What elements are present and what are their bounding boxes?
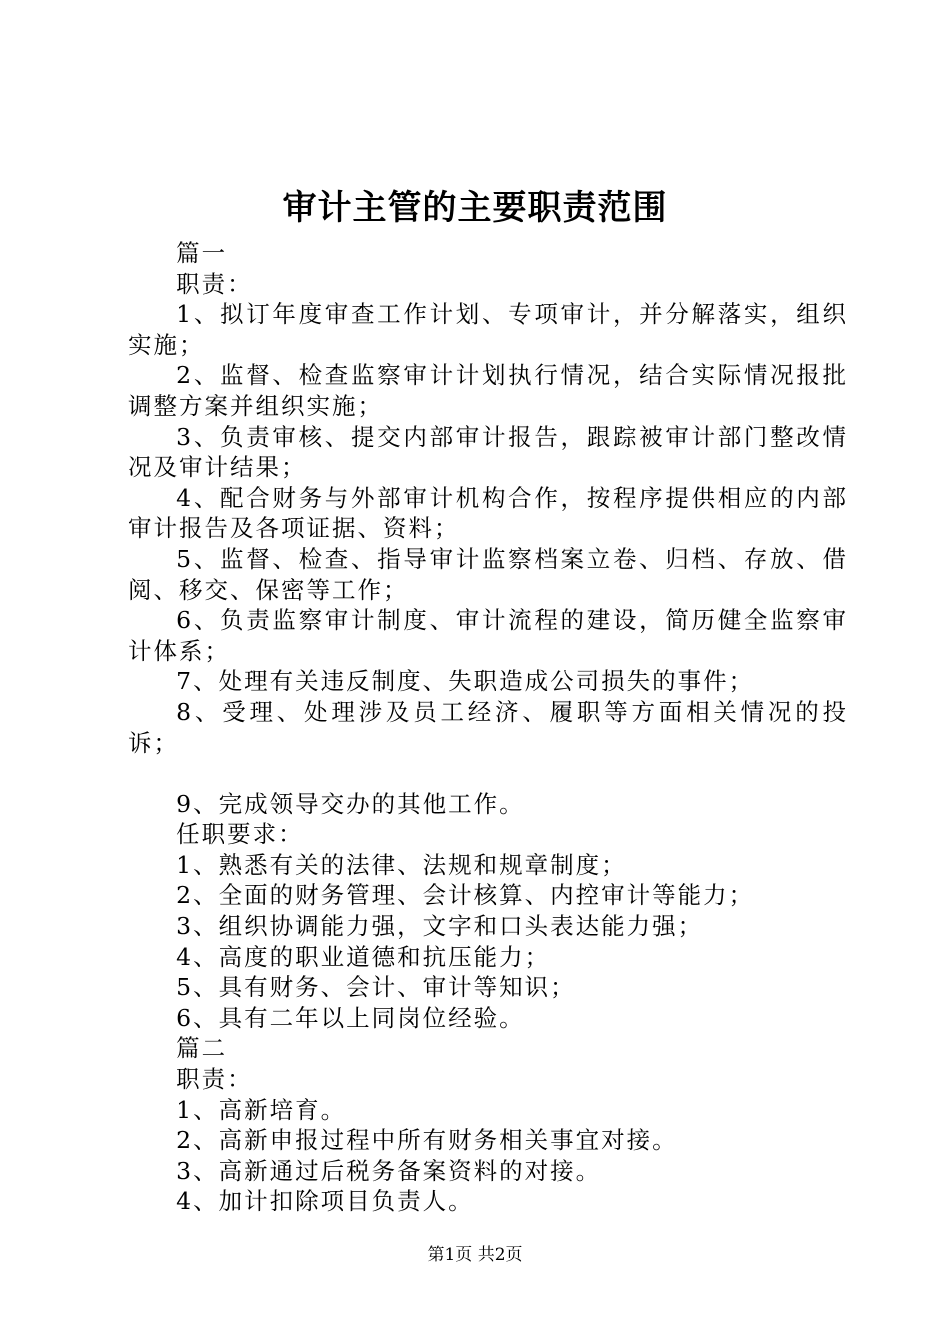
duty-item: 4、配合财务与外部审计机构合作，按程序提供相应的内部审计报告及各项证据、资料；	[128, 483, 848, 543]
requirement-item: 1、熟悉有关的法律、法规和规章制度；	[176, 850, 627, 879]
duty-item: 1、拟订年度审查工作计划、专项审计，并分解落实，组织实施；	[128, 300, 848, 359]
requirement-item: 2、全面的财务管理、会计核算、内控审计等能力；	[176, 881, 755, 910]
requirement-item: 4、高度的职业道德和抗压能力；	[176, 942, 551, 971]
section-heading: 篇二	[176, 1034, 228, 1063]
blank-line	[128, 758, 848, 789]
document-body	[128, 238, 848, 1217]
duty-item: 7、处理有关违反制度、失职造成公司损失的事件；	[176, 667, 755, 696]
section-heading: 篇一	[176, 239, 228, 267]
duty-item: 4、加计扣除项目负责人。	[176, 1187, 474, 1216]
subsection-heading: 任职要求：	[176, 820, 304, 849]
duty-item: 1、高新培育。	[176, 1095, 347, 1124]
subsection-heading: 职责：	[176, 269, 253, 298]
requirement-item: 6、具有二年以上同岗位经验。	[176, 1003, 525, 1032]
page-footer: 第1页 共2页	[427, 1245, 523, 1265]
duty-item: 5、监督、检查、指导审计监察档案立卷、归档、存放、借阅、移交、保密等工作；	[128, 544, 848, 604]
requirement-item: 3、组织协调能力强，文字和口头表达能力强；	[176, 912, 704, 941]
document-title: 审计主管的主要职责范围	[282, 188, 668, 228]
duty-item: 2、高新申报过程中所有财务相关事宜对接。	[176, 1126, 678, 1155]
duty-item: 3、高新通过后税务备案资料的对接。	[176, 1156, 602, 1185]
duty-item: 9、完成领导交办的其他工作。	[176, 789, 525, 818]
subsection-heading: 职责：	[176, 1065, 253, 1094]
requirement-item: 5、具有财务、会计、审计等知识；	[176, 973, 576, 1002]
duty-item: 3、负责审核、提交内部审计报告，跟踪被审计部门整改情况及审计结果；	[128, 422, 848, 482]
duty-item: 8、受理、处理涉及员工经济、履职等方面相关情况的投诉；	[128, 697, 848, 757]
duty-item: 6、负责监察审计制度、审计流程的建设，简历健全监察审计体系；	[128, 606, 848, 665]
duty-item: 2、监督、检查监察审计计划执行情况，结合实际情况报批调整方案并组织实施；	[128, 361, 848, 420]
